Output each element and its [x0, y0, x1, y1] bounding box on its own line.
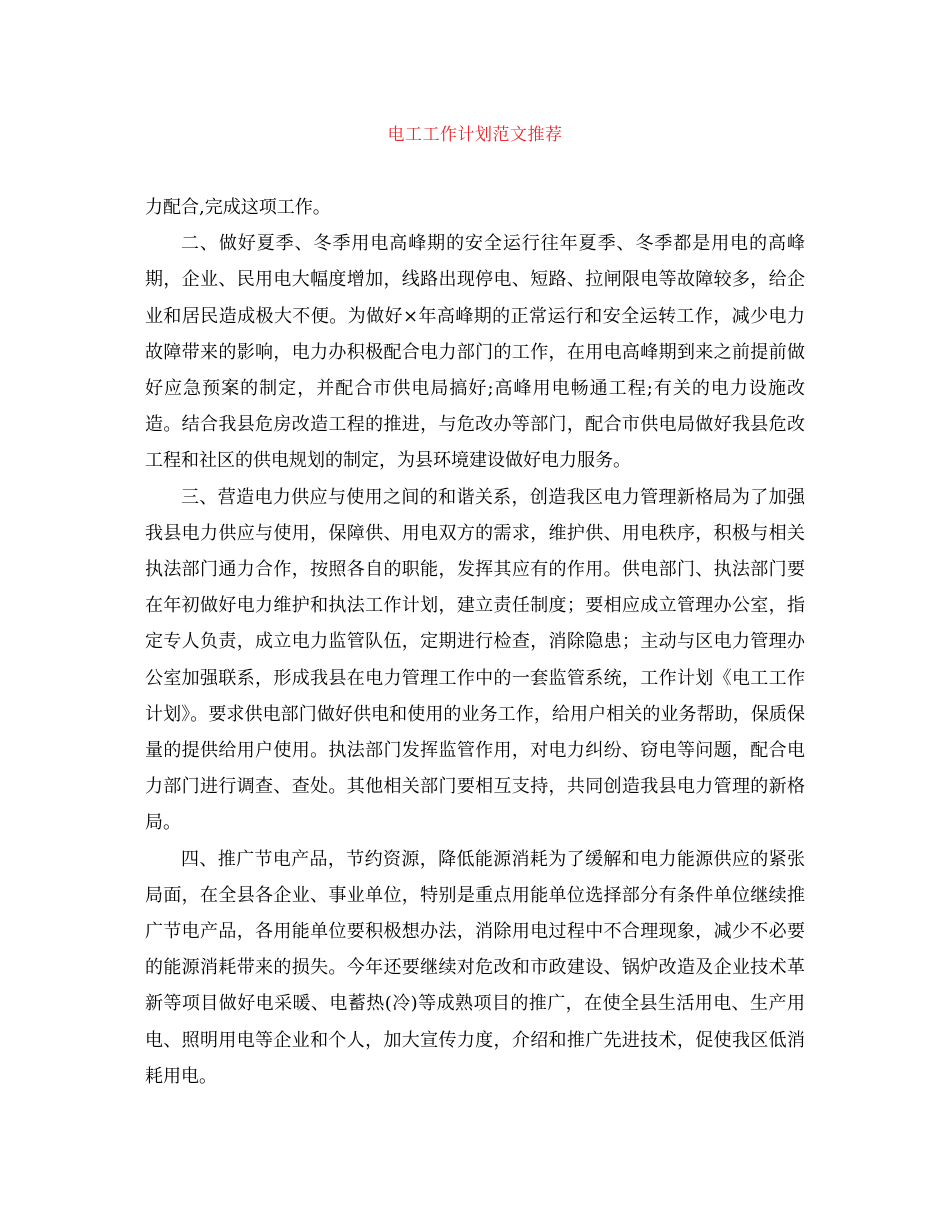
paragraph-section-2: 二、做好夏季、冬季用电高峰期的安全运行往年夏季、冬季都是用电的高峰期，企业、民用电大幅度增加，线路出现停电、短路、拉闸限电等故障较多，给企业和居民造成极大不便。为做好×年高峰期的正常运行和安全运转工作，减少电力故障带来的影响，电力办积极配合电力部门的工作，在用电高峰期到来之前提前做好应急预案的制定，并配合市供电局搞好;高峰用电畅通工程;有关的电力设施改造。结合我县危房改造工程的推进，与危改办等部门，配合市供电局做好我县危改工程和社区的供电规划的制定，为县环境建设做好电力服务。: [145, 233, 805, 472]
document-title: 电工工作计划范文推荐: [387, 125, 563, 145]
document-body: [145, 190, 805, 1095]
paragraph-section-4: 四、推广节电产品，节约资源，降低能源消耗为了缓解和电力能源供应的紧张局面，在全县各企业、事业单位，特别是重点用能单位选择部分有条件单位继续推广节电产品，各用能单位要积极想办法，消除用电过程中不合理现象，减少不必要的能源消耗带来的损失。今年还要继续对危改和市政建设、锅炉改造及企业技术革新等项目做好电采暖、电蓄热(冷)等成熟项目的推广，在使全县生活用电、生产用电、照明用电等企业和个人，加大宣传力度，介绍和推广先进技术，促使我区低消耗用电。: [145, 848, 805, 1087]
paragraph-section-3: 三、营造电力供应与使用之间的和谐关系，创造我区电力管理新格局为了加强我县电力供应与使用，保障供、用电双方的需求，维护供、用电秩序，积极与相关执法部门通力合作，按照各自的职能，发挥其应有的作用。供电部门、执法部门要在年初做好电力维护和执法工作计划，建立责任制度；要相应成立管理办公室，指定专人负责，成立电力监管队伍，定期进行检查，消除隐患；主动与区电力管理办公室加强联系，形成我县在电力管理工作中的一套监管系统，工作计划《电工工作计划》。要求供电部门做好供电和使用的业务工作，给用户相关的业务帮助，保质保量的提供给用户使用。执法部门发挥监管作用，对电力纠纷、窃电等问题，配合电力部门进行调查、查处。其他相关部门要相互支持，共同创造我县电力管理的新格局。: [145, 486, 805, 834]
paragraph-continuation: 力配合,完成这项工作。: [145, 197, 331, 218]
